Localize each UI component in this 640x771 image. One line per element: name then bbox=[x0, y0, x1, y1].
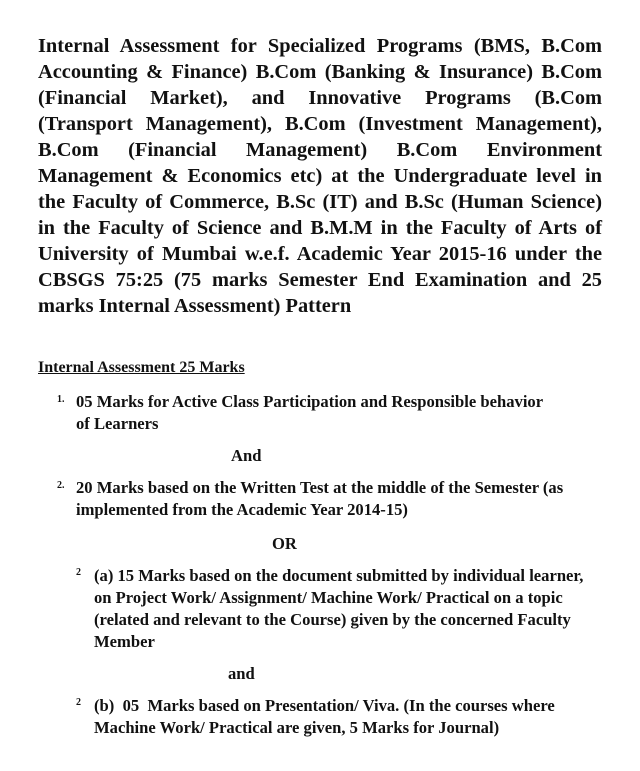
conjunction-and: And bbox=[231, 446, 262, 465]
item-number: 1. bbox=[57, 394, 65, 405]
intro-paragraph: Internal Assessment for Specialized Programs (BMS, B.Com Accounting & Finance) B.Com (Banking & Insurance) B.Com (Financial Market), and Innovative Programs (B.Com (Transport Management), B.Com (Investment Management), B.Com (Financial Management) B.Com Environment Management & Economics etc) at the Undergraduate level in the Faculty of Commerce, B.Sc (IT) and B.Sc (Human Science) in the Faculty of Science and B.M.M in the Faculty of Arts of University of Mumbai w.e.f. Academic Year 2015-16 under the CBSGS 75:25 (75 marks Semester End Examination and 25 marks Internal Assessment) Pattern bbox=[38, 35, 602, 317]
list-item: (a) 15 Marks based on the document submitted by individual learner, on Project Work/ Assignment/ Machine Work/ Practical on a topic (related and relevant to the Course) given by the concerned Faculty Member bbox=[94, 566, 584, 651]
list-item: 05 Marks for Active Class Participation and Responsible behavior of Learners bbox=[76, 392, 543, 433]
section-subheading: Internal Assessment 25 Marks bbox=[38, 359, 245, 376]
item-number: 2 bbox=[76, 567, 81, 578]
conjunction-and-lower: and bbox=[228, 664, 255, 683]
item-number: 2. bbox=[57, 480, 65, 491]
list-item: (b) 05 Marks based on Presentation/ Viva. (In the courses where Machine Work/ Practical are given, 5 Marks for Journal) bbox=[94, 696, 559, 737]
conjunction-or: OR bbox=[272, 534, 297, 553]
list-item: 20 Marks based on the Written Test at the middle of the Semester (as implemented from the Academic Year 2014-15) bbox=[76, 478, 564, 519]
item-number: 2 bbox=[76, 697, 81, 708]
